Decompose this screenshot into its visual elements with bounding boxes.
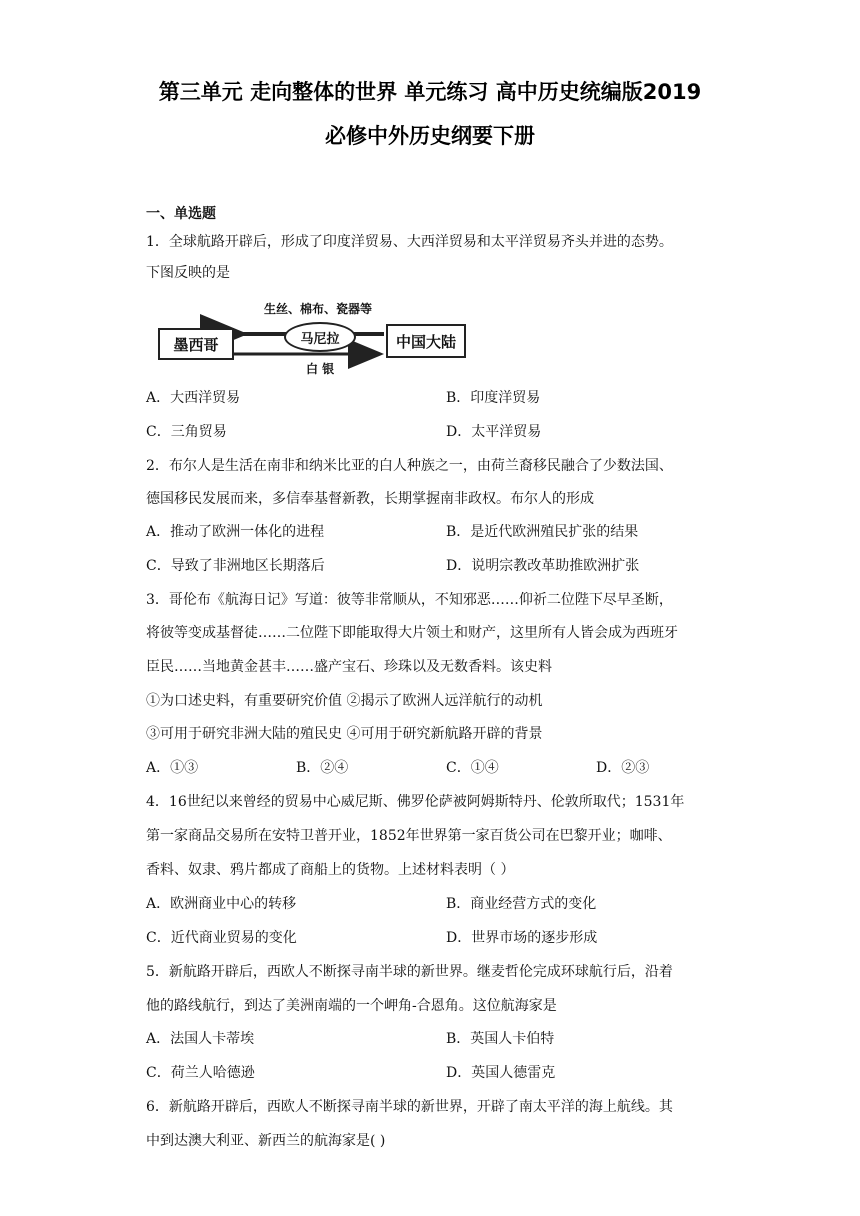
- question-3-statement-1-2: ①为口述史料，有重要研究价值 ②揭示了欧洲人远洋航行的动机: [146, 693, 543, 709]
- question-1-line-2: 下图反映的是: [146, 265, 230, 281]
- question-5-option-a: A．法国人卡蒂埃: [146, 1031, 255, 1047]
- manila-oval: 马尼拉: [284, 322, 356, 352]
- question-1-line-1: 1．全球航路开辟后，形成了印度洋贸易、大西洋贸易和太平洋贸易齐头并进的态势。: [146, 234, 673, 250]
- question-4-option-c: C．近代商业贸易的变化: [146, 930, 297, 946]
- question-2-line-1: 2．布尔人是生活在南非和纳米比亚的白人种族之一，由荷兰裔移民融合了少数法国、: [146, 458, 673, 474]
- question-2-option-c: C．导致了非洲地区长期落后: [146, 558, 325, 574]
- question-4-option-b: B．商业经营方式的变化: [446, 896, 597, 912]
- section-heading: 一、单选题: [146, 206, 216, 222]
- question-5-option-c: C．荷兰人哈德逊: [146, 1065, 255, 1081]
- mexico-box: 墨西哥: [158, 328, 234, 360]
- question-2-option-b: B．是近代欧洲殖民扩张的结果: [446, 524, 639, 540]
- question-4-option-d: D．世界市场的逐步形成: [446, 930, 598, 946]
- question-5-line-2: 他的路线航行，到达了美洲南端的一个岬角-合恩角。这位航海家是: [146, 998, 557, 1014]
- question-3-option-b: B．②④: [296, 760, 349, 776]
- question-1-option-c: C．三角贸易: [146, 424, 227, 440]
- question-6-line-2: 中到达澳大利亚、新西兰的航海家是( ): [146, 1133, 386, 1149]
- question-5-line-1: 5．新航路开辟后，西欧人不断探寻南半球的新世界。继麦哲伦完成环球航行后，沿着: [146, 964, 673, 980]
- question-1-option-d: D．太平洋贸易: [446, 424, 542, 440]
- question-1-option-a: A．大西洋贸易: [146, 390, 241, 406]
- question-3-line-2: 将彼等变成基督徒……二位陛下即能取得大片领土和财产，这里所有人皆会成为西班牙: [146, 625, 678, 641]
- question-4-line-1: 4．16世纪以来曾经的贸易中心威尼斯、佛罗伦萨被阿姆斯特丹、伦敦所取代；1531年: [146, 794, 685, 810]
- question-4-line-2: 第一家商品交易所在安特卫普开业，1852年世界第一家百货公司在巴黎开业；咖啡、: [146, 828, 672, 844]
- question-4-option-a: A．欧洲商业中心的转移: [146, 896, 297, 912]
- document-title-line2: 必修中外历史纲要下册: [325, 124, 535, 148]
- question-1-option-b: B．印度洋贸易: [446, 390, 541, 406]
- question-5-option-b: B．英国人卡伯特: [446, 1031, 555, 1047]
- question-3-line-1: 3．哥伦布《航海日记》写道：彼等非常顺从，不知邪恶……仰祈二位陛下尽早圣断，: [146, 592, 673, 608]
- question-3-option-d: D．②③: [596, 760, 650, 776]
- goods-label: 生丝、棉布、瓷器等: [264, 302, 373, 316]
- china-mainland-box: 中国大陆: [386, 324, 466, 358]
- trade-route-diagram: [152, 296, 472, 380]
- question-3-line-3: 臣民……当地黄金甚丰……盛产宝石、珍珠以及无数香料。该史料: [146, 659, 552, 675]
- question-5-option-d: D．英国人德雷克: [446, 1065, 556, 1081]
- question-3-statement-3-4: ③可用于研究非洲大陆的殖民史 ④可用于研究新航路开辟的背景: [146, 726, 543, 742]
- question-2-line-2: 德国移民发展而来，多信奉基督新教，长期掌握南非政权。布尔人的形成: [146, 491, 594, 507]
- question-3-option-c: C．①④: [446, 760, 499, 776]
- document-title-line1: 第三单元 走向整体的世界 单元练习 高中历史统编版2019: [158, 80, 702, 104]
- question-6-line-1: 6．新航路开辟后，西欧人不断探寻南半球的新世界，开辟了南太平洋的海上航线。其: [146, 1099, 673, 1115]
- silver-label: 白 银: [306, 362, 335, 376]
- question-2-option-a: A．推动了欧洲一体化的进程: [146, 524, 325, 540]
- question-4-line-3: 香料、奴隶、鸦片都成了商船上的货物。上述材料表明（ ）: [146, 862, 515, 878]
- question-2-option-d: D．说明宗教改革助推欧洲扩张: [446, 558, 640, 574]
- question-3-option-a: A．①③: [146, 760, 199, 776]
